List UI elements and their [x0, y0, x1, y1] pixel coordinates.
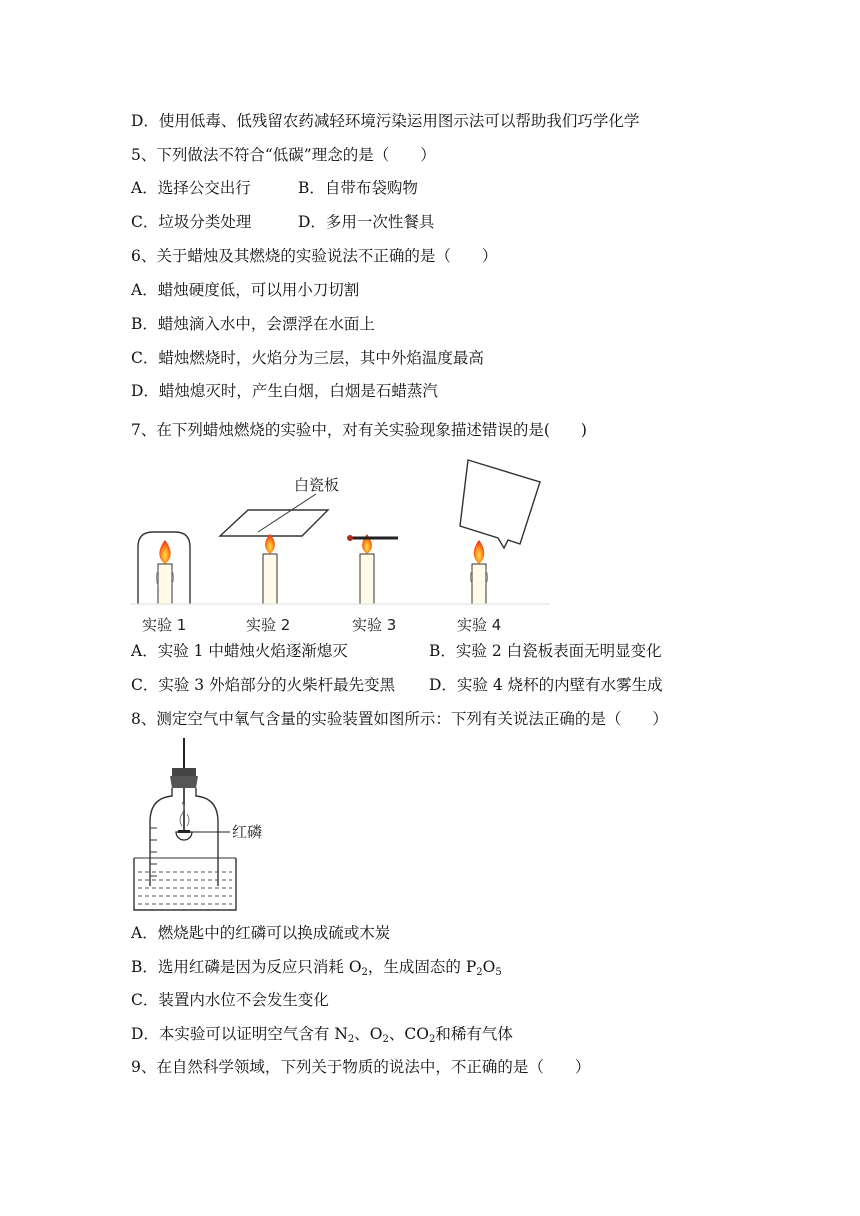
q8-oxygen-measurement-apparatus — [130, 736, 300, 914]
experiment-1-bell-jar — [138, 532, 190, 604]
q6-stem: 6、关于蜡烛及其燃烧的实验说法不正确的是（ ） — [131, 247, 498, 265]
flame-icon — [265, 534, 275, 554]
q6-option-a: A．蜡烛硬度低，可以用小刀切割 — [131, 281, 360, 299]
q5-option-c: C．垃圾分类处理 — [131, 213, 252, 231]
q8-option-c: C．装置内水位不会发生变化 — [131, 991, 329, 1009]
q7-option-d: D．实验 4 烧杯的内壁有水雾生成 — [429, 676, 663, 694]
q5-stem: 5、下列做法不符合“低碳”理念的是（ ） — [131, 146, 436, 164]
experiment-1-label: 实验 1 — [142, 616, 187, 634]
q8-option-a: A．燃烧匙中的红磷可以换成硫或木炭 — [131, 924, 391, 942]
q7-option-b: B．实验 2 白瓷板表面无明显变化 — [429, 642, 662, 660]
experiment-2-porcelain-plate — [220, 494, 328, 604]
experiment-2-label: 实验 2 — [246, 616, 291, 634]
q4-option-d: D．使用低毒、低残留农药减轻环境污染运用图示法可以帮助我们巧学化学 — [131, 112, 640, 130]
q5-option-b: B．自带布袋购物 — [298, 179, 418, 197]
q8-option-b: B．选用红磷是因为反应只消耗 $O_2$，生成固态的 $P_2O_5$ — [131, 958, 502, 978]
q7-stem: 7、在下列蜡烛燃烧的实验中，对有关实验现象描述错误的是( ) — [131, 421, 587, 439]
experiment-3-matchstick — [347, 534, 398, 604]
q5-option-d: D．多用一次性餐具 — [298, 213, 435, 231]
q8-option-d: D．本实验可以证明空气含有 $N_2$、$O_2$、$CO_2$和稀有气体 — [131, 1025, 513, 1045]
q7-option-a: A．实验 1 中蜡烛火焰逐渐熄灭 — [131, 642, 348, 660]
q6-option-c: C．蜡烛燃烧时，火焰分为三层，其中外焰温度最高 — [131, 349, 484, 367]
flame-icon — [159, 540, 170, 564]
q8-stem: 8、测定空气中氧气含量的实验装置如图所示：下列有关说法正确的是（ ） — [131, 710, 668, 728]
plate-label: 白瓷板 — [294, 476, 340, 494]
experiment-4-beaker — [460, 460, 540, 604]
q7-option-c: C．实验 3 外焰部分的火柴杆最先变黑 — [131, 676, 396, 694]
experiment-3-label: 实验 3 — [352, 616, 397, 634]
red-phosphorus-label: 红磷 — [232, 823, 263, 841]
flame-icon — [474, 540, 485, 564]
q7-candle-experiments-figure — [120, 452, 560, 638]
q5-option-a: A．选择公交出行 — [131, 179, 251, 197]
q6-option-d: D．蜡烛熄灭时，产生白烟，白烟是石蜡蒸汽 — [131, 382, 438, 400]
q6-option-b: B．蜡烛滴入水中，会漂浮在水面上 — [131, 315, 375, 333]
q9-stem: 9、在自然科学领域，下列关于物质的说法中，不正确的是（ ） — [131, 1058, 591, 1076]
experiment-4-label: 实验 4 — [457, 616, 502, 634]
